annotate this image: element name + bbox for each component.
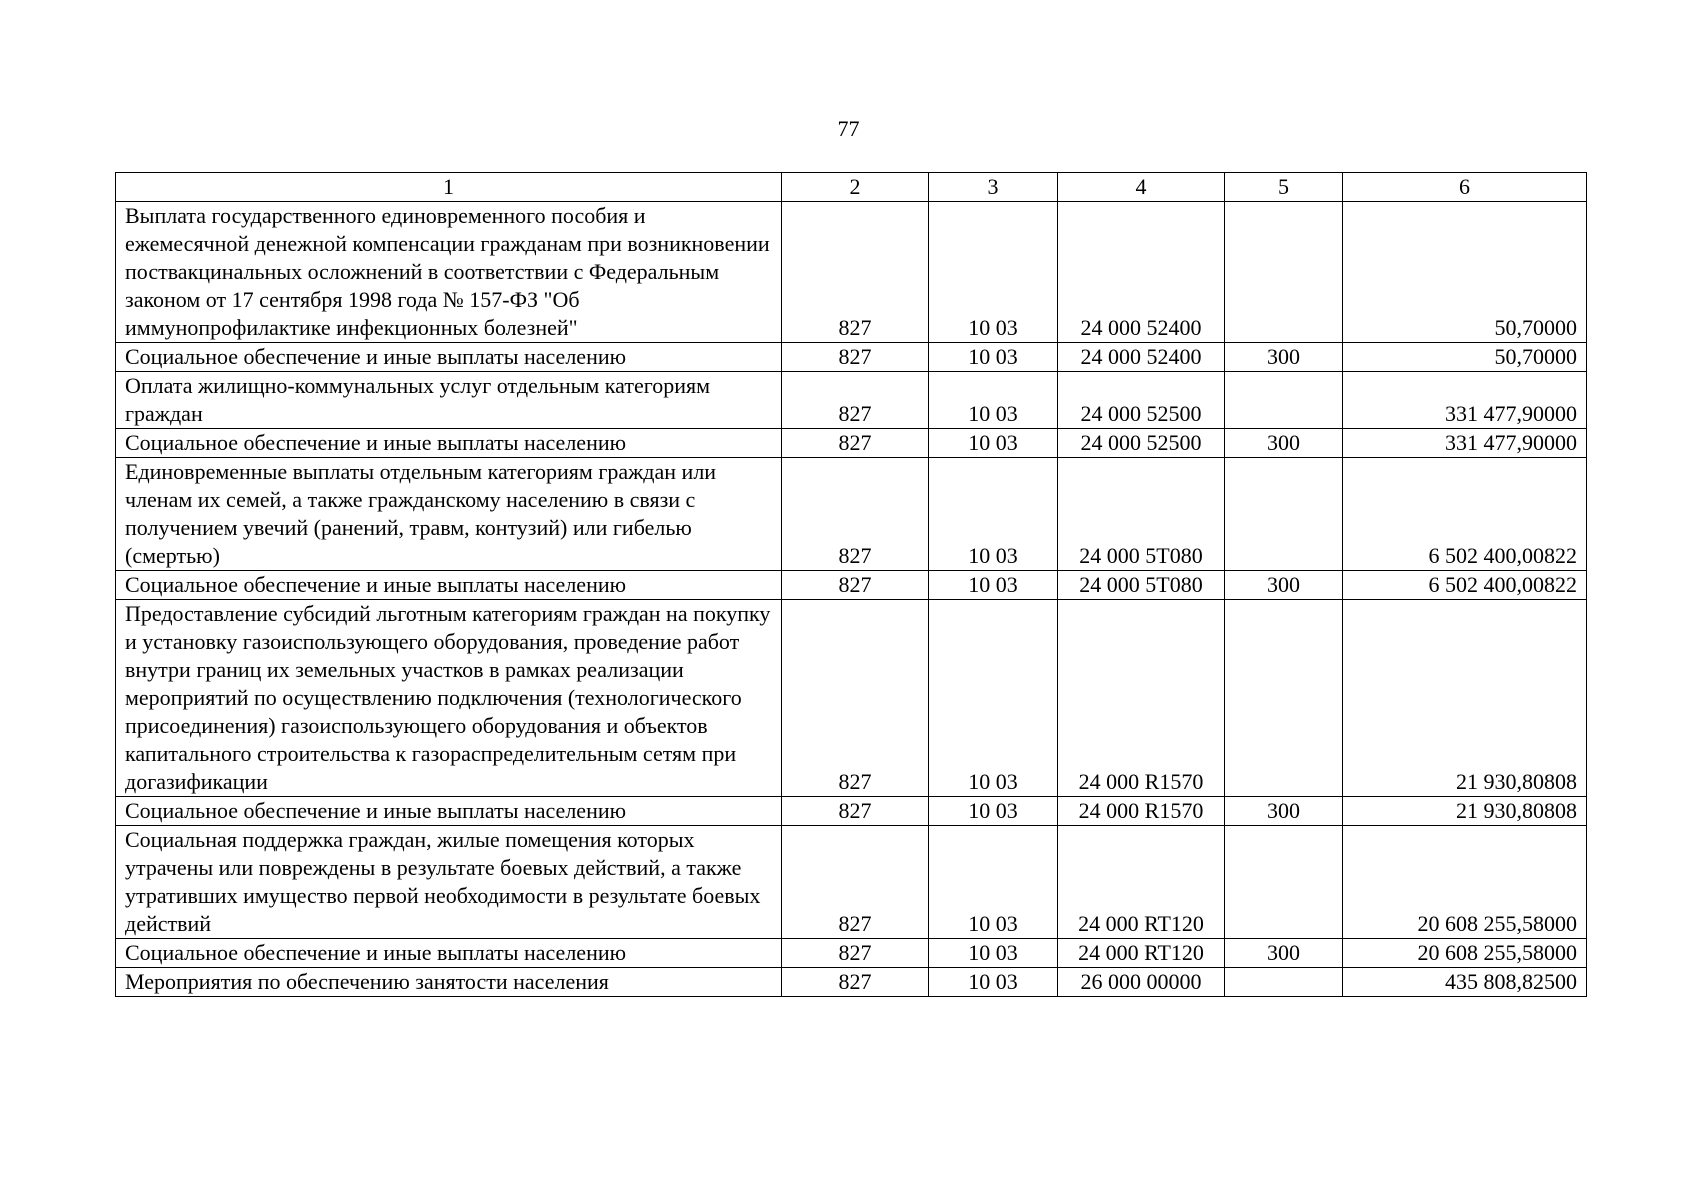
ved-code-cell: 827: [782, 571, 929, 600]
row-name-cell: Мероприятия по обеспечению занятости населения: [116, 968, 782, 997]
target-article-cell: 24 000 52500: [1058, 372, 1225, 429]
column-header: 5: [1225, 173, 1343, 202]
table-row: [116, 797, 1587, 826]
target-article-cell: 24 000 52500: [1058, 429, 1225, 458]
table-row: [116, 939, 1587, 968]
ved-code-cell: 827: [782, 968, 929, 997]
row-name-cell: Социальная поддержка граждан, жилые помещения которых утрачены или повреждены в результате боевых действий, а также утративших имущество первой необходимости в результате боевых действий: [116, 826, 782, 939]
expense-type-cell: [1225, 372, 1343, 429]
target-article-cell: 24 000 5Т080: [1058, 571, 1225, 600]
ved-code-cell: 827: [782, 372, 929, 429]
expense-type-cell: 300: [1225, 797, 1343, 826]
expense-type-cell: 300: [1225, 429, 1343, 458]
page-number: 77: [837, 116, 860, 141]
section-code-cell: 10 03: [929, 939, 1058, 968]
table-row: [116, 826, 1587, 939]
target-article-cell: 24 000 52400: [1058, 202, 1225, 343]
target-article-cell: 24 000 52400: [1058, 343, 1225, 372]
amount-cell: 435 808,82500: [1343, 968, 1587, 997]
amount-cell: 6 502 400,00822: [1343, 571, 1587, 600]
section-code-cell: 10 03: [929, 343, 1058, 372]
row-name-cell: Оплата жилищно-коммунальных услуг отдельным категориям граждан: [116, 372, 782, 429]
ved-code-cell: 827: [782, 202, 929, 343]
table-header-row: [116, 173, 1587, 202]
budget-table: [115, 172, 1587, 997]
section-code-cell: 10 03: [929, 429, 1058, 458]
target-article-cell: 24 000 RT120: [1058, 939, 1225, 968]
ved-code-cell: 827: [782, 343, 929, 372]
expense-type-cell: 300: [1225, 939, 1343, 968]
row-name-cell: Социальное обеспечение и иные выплаты населению: [116, 429, 782, 458]
column-header: 2: [782, 173, 929, 202]
target-article-cell: 26 000 00000: [1058, 968, 1225, 997]
ved-code-cell: 827: [782, 600, 929, 797]
target-article-cell: 24 000 RT120: [1058, 826, 1225, 939]
table-row: [116, 429, 1587, 458]
ved-code-cell: 827: [782, 458, 929, 571]
target-article-cell: 24 000 R1570: [1058, 600, 1225, 797]
section-code-cell: 10 03: [929, 458, 1058, 571]
section-code-cell: 10 03: [929, 202, 1058, 343]
row-name-cell: Выплата государственного единовременного пособия и ежемесячной денежной компенсации гражданам при возникновении поствакцинальных осложнений в соответствии с Федеральным законом от 17 сентября 1998 года № 157-ФЗ "Об иммунопрофилактике инфекционных болезней": [116, 202, 782, 343]
table-row: [116, 202, 1587, 343]
expense-type-cell: [1225, 968, 1343, 997]
section-code-cell: 10 03: [929, 372, 1058, 429]
row-name-cell: Единовременные выплаты отдельным категориям граждан или членам их семей, а также гражданскому населению в связи с получением увечий (ранений, травм, контузий) или гибелью (смертью): [116, 458, 782, 571]
expense-type-cell: 300: [1225, 571, 1343, 600]
column-header: 6: [1343, 173, 1587, 202]
ved-code-cell: 827: [782, 429, 929, 458]
expense-type-cell: [1225, 458, 1343, 571]
amount-cell: 331 477,90000: [1343, 372, 1587, 429]
table-row: [116, 458, 1587, 571]
expense-type-cell: [1225, 826, 1343, 939]
amount-cell: 331 477,90000: [1343, 429, 1587, 458]
target-article-cell: 24 000 5Т080: [1058, 458, 1225, 571]
row-name-cell: Предоставление субсидий льготным категориям граждан на покупку и установку газоиспользующего оборудования, проведение работ внутри границ их земельных участков в рамках реализации мероприятий по осуществлению подключения (технологического присоединения) газоиспользующего оборудования и объектов капитального строительства к газораспределительным сетям при догазификации: [116, 600, 782, 797]
expense-type-cell: 300: [1225, 343, 1343, 372]
expense-type-cell: [1225, 202, 1343, 343]
ved-code-cell: 827: [782, 797, 929, 826]
table-row: [116, 343, 1587, 372]
table-row: [116, 600, 1587, 797]
row-name-cell: Социальное обеспечение и иные выплаты населению: [116, 939, 782, 968]
amount-cell: 50,70000: [1343, 343, 1587, 372]
table-row: [116, 372, 1587, 429]
section-code-cell: 10 03: [929, 600, 1058, 797]
amount-cell: 21 930,80808: [1343, 797, 1587, 826]
column-header: 1: [116, 173, 782, 202]
row-name-cell: Социальное обеспечение и иные выплаты населению: [116, 797, 782, 826]
section-code-cell: 10 03: [929, 968, 1058, 997]
amount-cell: 20 608 255,58000: [1343, 939, 1587, 968]
amount-cell: 50,70000: [1343, 202, 1587, 343]
section-code-cell: 10 03: [929, 826, 1058, 939]
column-header: 4: [1058, 173, 1225, 202]
amount-cell: 20 608 255,58000: [1343, 826, 1587, 939]
target-article-cell: 24 000 R1570: [1058, 797, 1225, 826]
amount-cell: 21 930,80808: [1343, 600, 1587, 797]
table-row: [116, 968, 1587, 997]
ved-code-cell: 827: [782, 939, 929, 968]
section-code-cell: 10 03: [929, 797, 1058, 826]
column-header: 3: [929, 173, 1058, 202]
amount-cell: 6 502 400,00822: [1343, 458, 1587, 571]
row-name-cell: Социальное обеспечение и иные выплаты населению: [116, 571, 782, 600]
expense-type-cell: [1225, 600, 1343, 797]
row-name-cell: Социальное обеспечение и иные выплаты населению: [116, 343, 782, 372]
table-row: [116, 571, 1587, 600]
section-code-cell: 10 03: [929, 571, 1058, 600]
ved-code-cell: 827: [782, 826, 929, 939]
